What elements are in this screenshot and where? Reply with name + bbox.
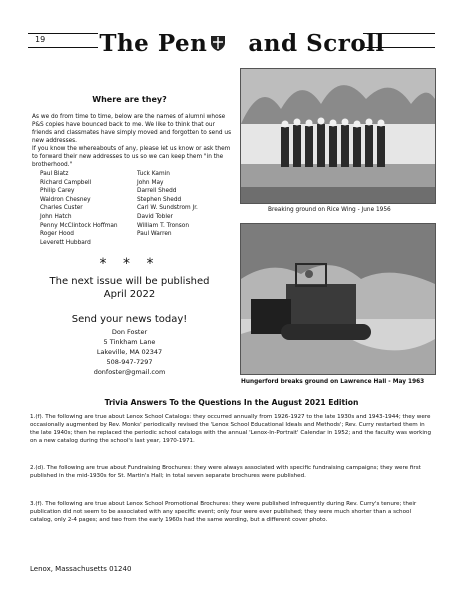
- list-item: Roger Hood: [40, 231, 74, 238]
- list-item: Penny McClintock Hoffman: [40, 222, 118, 229]
- send-news-heading: Send your news today!: [71, 314, 188, 325]
- masthead-title: [92, 30, 392, 57]
- crest-icon: [209, 34, 227, 52]
- contact-email: donfoster@gmail.com: [93, 368, 166, 376]
- contact-address: [32, 327, 227, 377]
- masthead-title-right: and Scroll: [248, 30, 385, 57]
- photo-caption-2: Hungerford breaks ground on Lawrence Hall - May 1963: [241, 379, 425, 385]
- names-column-right: [137, 170, 198, 239]
- photo-image: [241, 69, 435, 203]
- masthead-rule: [28, 33, 98, 34]
- list-item: David Tobler: [137, 213, 173, 220]
- list-item: Stephen Shedd: [137, 196, 182, 203]
- footer-location: Lenox, Massachusetts 01240: [30, 565, 132, 573]
- groundbreaking-photo-2: [240, 223, 436, 375]
- photo-caption-1: Breaking ground on Rice Wing - June 1956: [268, 207, 391, 213]
- list-item: Charles Custer: [40, 205, 83, 212]
- list-item: John Hatch: [40, 213, 72, 220]
- next-issue-line: The next issue will be published: [49, 276, 210, 287]
- contact-name: Don Foster: [111, 328, 148, 336]
- next-issue-notice: [32, 275, 227, 301]
- list-item: Leverett Hubbard: [40, 239, 91, 246]
- list-item: Carl W. Sundstrom Jr.: [137, 205, 198, 212]
- masthead-rule: [28, 47, 98, 48]
- request-paragraph: If you know the whereabouts of any, please let us know or ask them to forward their new addresses to us so we can keep them "in the brotherhood.": [32, 146, 231, 168]
- list-item: Tuck Kamin: [137, 171, 170, 177]
- contact-phone: 508-947-7297: [106, 358, 153, 366]
- list-item: Philip Carey: [40, 188, 75, 195]
- masthead-title-left: The Pen: [99, 30, 208, 57]
- section-divider: * * *: [99, 256, 160, 272]
- names-column-left: [40, 170, 118, 247]
- next-issue-date: April 2022: [103, 289, 156, 300]
- list-item: Waldron Chesney: [40, 196, 91, 203]
- photo-image: [241, 224, 435, 374]
- list-item: William T. Tronson: [137, 222, 190, 229]
- section-title: Where are they?: [92, 95, 167, 104]
- intro-paragraph: As we do from time to time, below are the names of alumni whose P&S copies have bounced back to me. We like to think that our friends and classmates have simply moved and forgotten to send us new addresses.: [32, 114, 232, 144]
- list-item: Darrell Shedd: [137, 188, 177, 195]
- trivia-answer-3: 3.(f). The following are true about Lenox School Promotional Brochures: they were published infrequently during Rev. Curry's tenure; their publication did not seem to be associated with any specific event; only four were ever published; they were much shorter than a school catalog, only 2-4 pages; and two from the early 1960s had the same wording, but a different cover photo.: [30, 501, 417, 523]
- list-item: John May: [137, 179, 164, 186]
- list-item: Paul Warren: [137, 231, 172, 238]
- trivia-answer-2: 2.(d). The following are true about Fundraising Brochures: they were always associated with specific fundraising campaigns; they were first published in the mid-1930s for St. Martin's Hall; in total seven separate brochures were published.: [30, 465, 421, 479]
- groundbreaking-photo-1: [240, 68, 436, 204]
- list-item: Paul Blatz: [40, 171, 69, 177]
- contact-city: Lakeville, MA 02347: [96, 348, 163, 356]
- contact-street: 5 Tinkham Lane: [103, 338, 156, 346]
- page-number: 19: [35, 35, 46, 44]
- trivia-title: Trivia Answers To the Questions In the August 2021 Edition: [104, 398, 359, 407]
- trivia-answer-1: 1.(f). The following are true about Lenox School Catalogs: they occurred annually from 1926-1927 to the late 1930s and 1943-1944; they were occasionally augmented by Rev. Monks' periodically revised the 'Lenox School Educational Ideals and Methods'; Rev. Curry restarted them in the late 1940s; then he replaced the periodic school catalogs with the annual 'Lenox-In-Portrait' Calendar in 1952; and the faculty was working on a new catalog during the school's last year, 1970-1971.: [30, 414, 432, 444]
- list-item: Richard Campbell: [40, 179, 92, 186]
